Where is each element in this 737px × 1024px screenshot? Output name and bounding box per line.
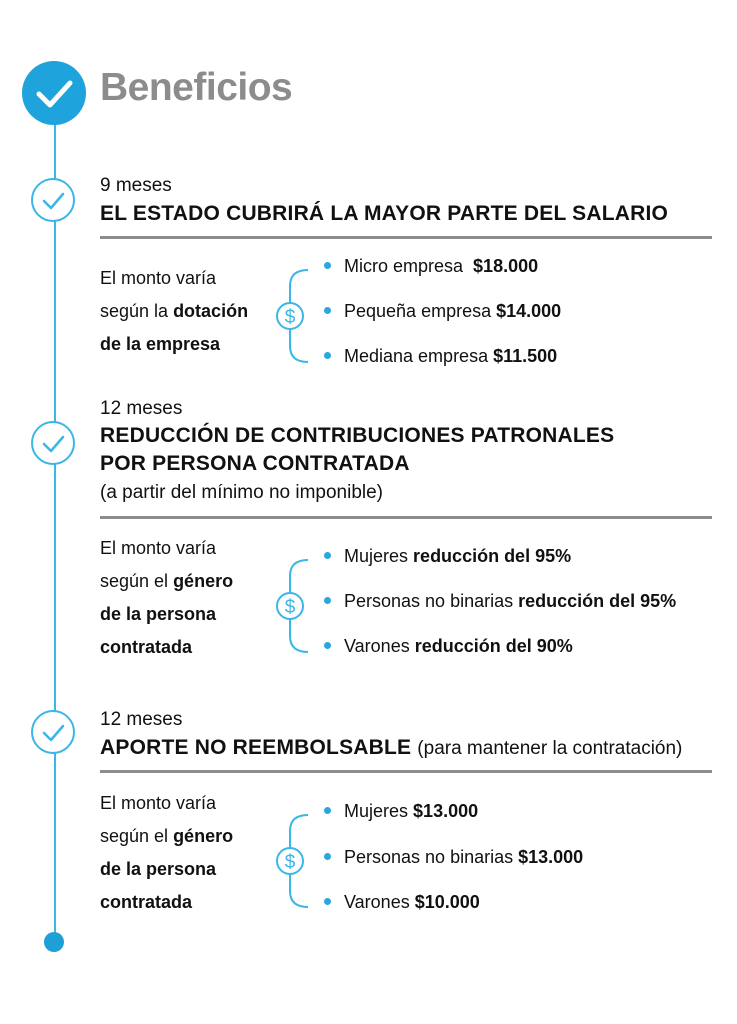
list-item: Personas no binarias $13.000 <box>324 847 583 868</box>
divider <box>100 770 712 773</box>
list-item: Micro empresa $18.000 <box>324 256 538 277</box>
list-item: Pequeña empresa $14.000 <box>324 301 561 322</box>
section-1-heading: EL ESTADO CUBRIRÁ LA MAYOR PARTE DEL SALARIO <box>100 202 669 225</box>
svg-text:$: $ <box>284 307 296 328</box>
divider <box>100 516 712 519</box>
section-2-subtitle: (a partir del mínimo no imponible) <box>100 482 384 503</box>
section-2-heading: REDUCCIÓN DE CONTRIBUCIONES PATRONALES POR PERSONA CONTRATADA <box>100 424 615 475</box>
dollar-icon <box>268 268 316 364</box>
page-title: Beneficios <box>100 66 293 109</box>
timeline-line <box>54 120 56 942</box>
list-item: Varones $10.000 <box>324 892 480 913</box>
list-item: Mediana empresa $11.500 <box>324 346 557 367</box>
dollar-icon <box>268 558 316 654</box>
section-3-heading: APORTE NO REEMBOLSABLE (para mantener la contratación) <box>100 736 683 759</box>
svg-text:$: $ <box>284 597 296 618</box>
check-circle-filled-icon <box>22 61 86 125</box>
divider <box>100 236 712 239</box>
section-1-description: El monto varía según la dotación de la empresa <box>100 268 249 354</box>
section-3-months: 12 meses <box>100 709 183 730</box>
list-item: Personas no binarias reducción del 95% <box>324 591 676 612</box>
list-item: Mujeres $13.000 <box>324 801 478 822</box>
list-item: Mujeres reducción del 95% <box>324 546 571 567</box>
check-circle-outline-icon <box>31 421 75 465</box>
check-circle-outline-icon <box>31 178 75 222</box>
check-circle-outline-icon <box>31 710 75 754</box>
section-3-description: El monto varía según el género de la persona contratada <box>100 793 234 912</box>
dollar-icon <box>268 813 316 909</box>
timeline-end-dot <box>44 932 64 952</box>
section-2-description: El monto varía según el género de la persona contratada <box>100 538 234 657</box>
svg-text:$: $ <box>284 852 296 873</box>
list-item: Varones reducción del 90% <box>324 636 573 657</box>
section-2-months: 12 meses <box>100 398 183 419</box>
section-1-months: 9 meses <box>100 175 172 196</box>
